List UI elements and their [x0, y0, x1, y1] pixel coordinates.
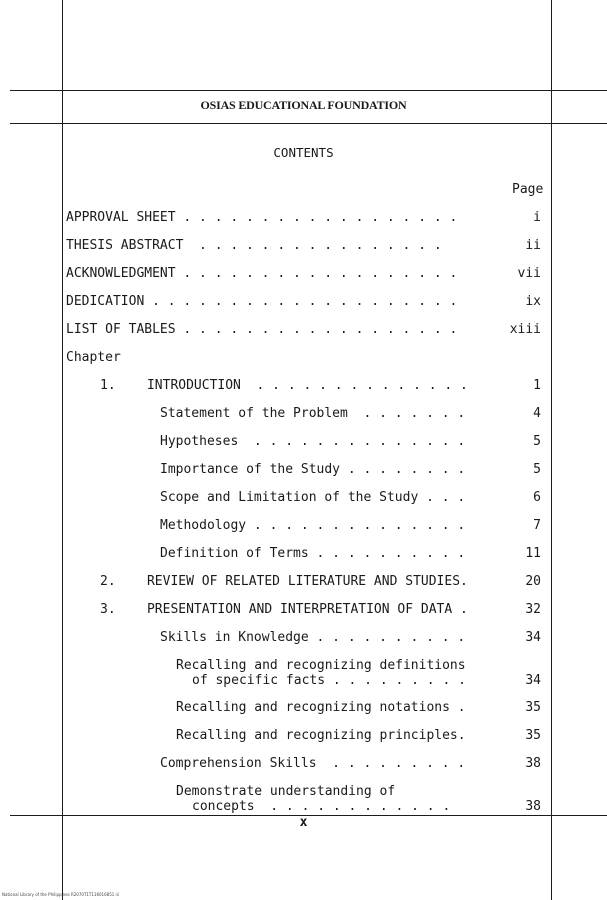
toc-page-recalling-principles: 35 — [525, 728, 541, 743]
toc-page-specific-facts: 34 — [525, 673, 541, 688]
toc-entry-presentation-of-data: 3. PRESENTATION AND INTERPRETATION OF DATA . — [100, 602, 468, 617]
toc-entry-acknowledgment: ACKNOWLEDGMENT . . . . . . . . . . . . . . . . . . — [66, 266, 458, 281]
foundation-header: OSIAS EDUCATIONAL FOUNDATION — [200, 98, 407, 112]
toc-page-statement-of-problem: 4 — [533, 406, 541, 421]
left-margin-line — [62, 0, 63, 900]
toc-entry-methodology: Methodology . . . . . . . . . . . . . . — [160, 518, 466, 533]
toc-page-introduction: 1 — [533, 378, 541, 393]
toc-page-acknowledgment: vii — [517, 266, 541, 281]
toc-chapter-heading: Chapter — [66, 350, 121, 365]
toc-entry-skills-in-knowledge: Skills in Knowledge . . . . . . . . . . — [160, 630, 466, 645]
toc-entry-review-of-literature: 2. REVIEW OF RELATED LITERATURE AND STUDIES. — [100, 574, 468, 589]
toc-entry-hypotheses: Hypotheses . . . . . . . . . . . . . . — [160, 434, 466, 449]
toc-entry-statement-of-problem: Statement of the Problem . . . . . . . — [160, 406, 466, 421]
toc-entry-demonstrate-understanding: Demonstrate understanding of — [176, 784, 396, 799]
page-title: CONTENTS — [273, 145, 334, 160]
toc-entry-approval-sheet: APPROVAL SHEET . . . . . . . . . . . . . . . . . . — [66, 210, 458, 225]
right-margin-line — [551, 0, 552, 900]
toc-entry-definition-of-terms: Definition of Terms . . . . . . . . . . — [160, 546, 466, 561]
toc-page-dedication: ix — [525, 294, 541, 309]
toc-page-concepts: 38 — [525, 799, 541, 814]
toc-page-scope-and-limitation: 6 — [533, 490, 541, 505]
toc-entry-introduction: 1. INTRODUCTION . . . . . . . . . . . . . . — [100, 378, 468, 393]
toc-entry-recalling-definitions: Recalling and recognizing definitions — [176, 658, 466, 673]
page-number: x — [299, 815, 308, 830]
toc-entry-recalling-principles: Recalling and recognizing principles. — [176, 728, 466, 743]
header-rule-upper — [10, 90, 607, 91]
toc-page-comprehension-skills: 38 — [525, 756, 541, 771]
toc-page-hypotheses: 5 — [533, 434, 541, 449]
toc-page-review-of-literature: 20 — [525, 574, 541, 589]
page-column-heading: Page — [512, 182, 544, 197]
toc-entry-list-of-tables: LIST OF TABLES . . . . . . . . . . . . . . . . . . — [66, 322, 458, 337]
toc-entry-concepts: concepts . . . . . . . . . . . . — [192, 799, 451, 814]
toc-page-presentation-of-data: 32 — [525, 602, 541, 617]
header-rule-lower — [10, 123, 607, 124]
toc-entry-dedication: DEDICATION . . . . . . . . . . . . . . . . . . . . — [66, 294, 458, 309]
toc-entry-specific-facts: of specific facts . . . . . . . . . — [192, 673, 466, 688]
toc-entry-recalling-notations: Recalling and recognizing notations . — [176, 700, 466, 715]
toc-page-skills-in-knowledge: 34 — [525, 630, 541, 645]
toc-entry-thesis-abstract: THESIS ABSTRACT . . . . . . . . . . . . . . . . — [66, 238, 442, 253]
toc-page-approval-sheet: i — [533, 210, 541, 225]
toc-page-importance-of-study: 5 — [533, 462, 541, 477]
toc-page-thesis-abstract: ii — [525, 238, 541, 253]
toc-entry-scope-and-limitation: Scope and Limitation of the Study . . . — [160, 490, 466, 505]
toc-page-list-of-tables: xiii — [509, 322, 541, 337]
toc-page-definition-of-terms: 11 — [525, 546, 541, 561]
toc-entry-importance-of-study: Importance of the Study . . . . . . . . — [160, 462, 466, 477]
toc-page-recalling-notations: 35 — [525, 700, 541, 715]
toc-page-methodology: 7 — [533, 518, 541, 533]
library-stamp: National Library of the Philippines R2070T1T116016851 iii — [2, 892, 119, 897]
toc-entry-comprehension-skills: Comprehension Skills . . . . . . . . . — [160, 756, 466, 771]
